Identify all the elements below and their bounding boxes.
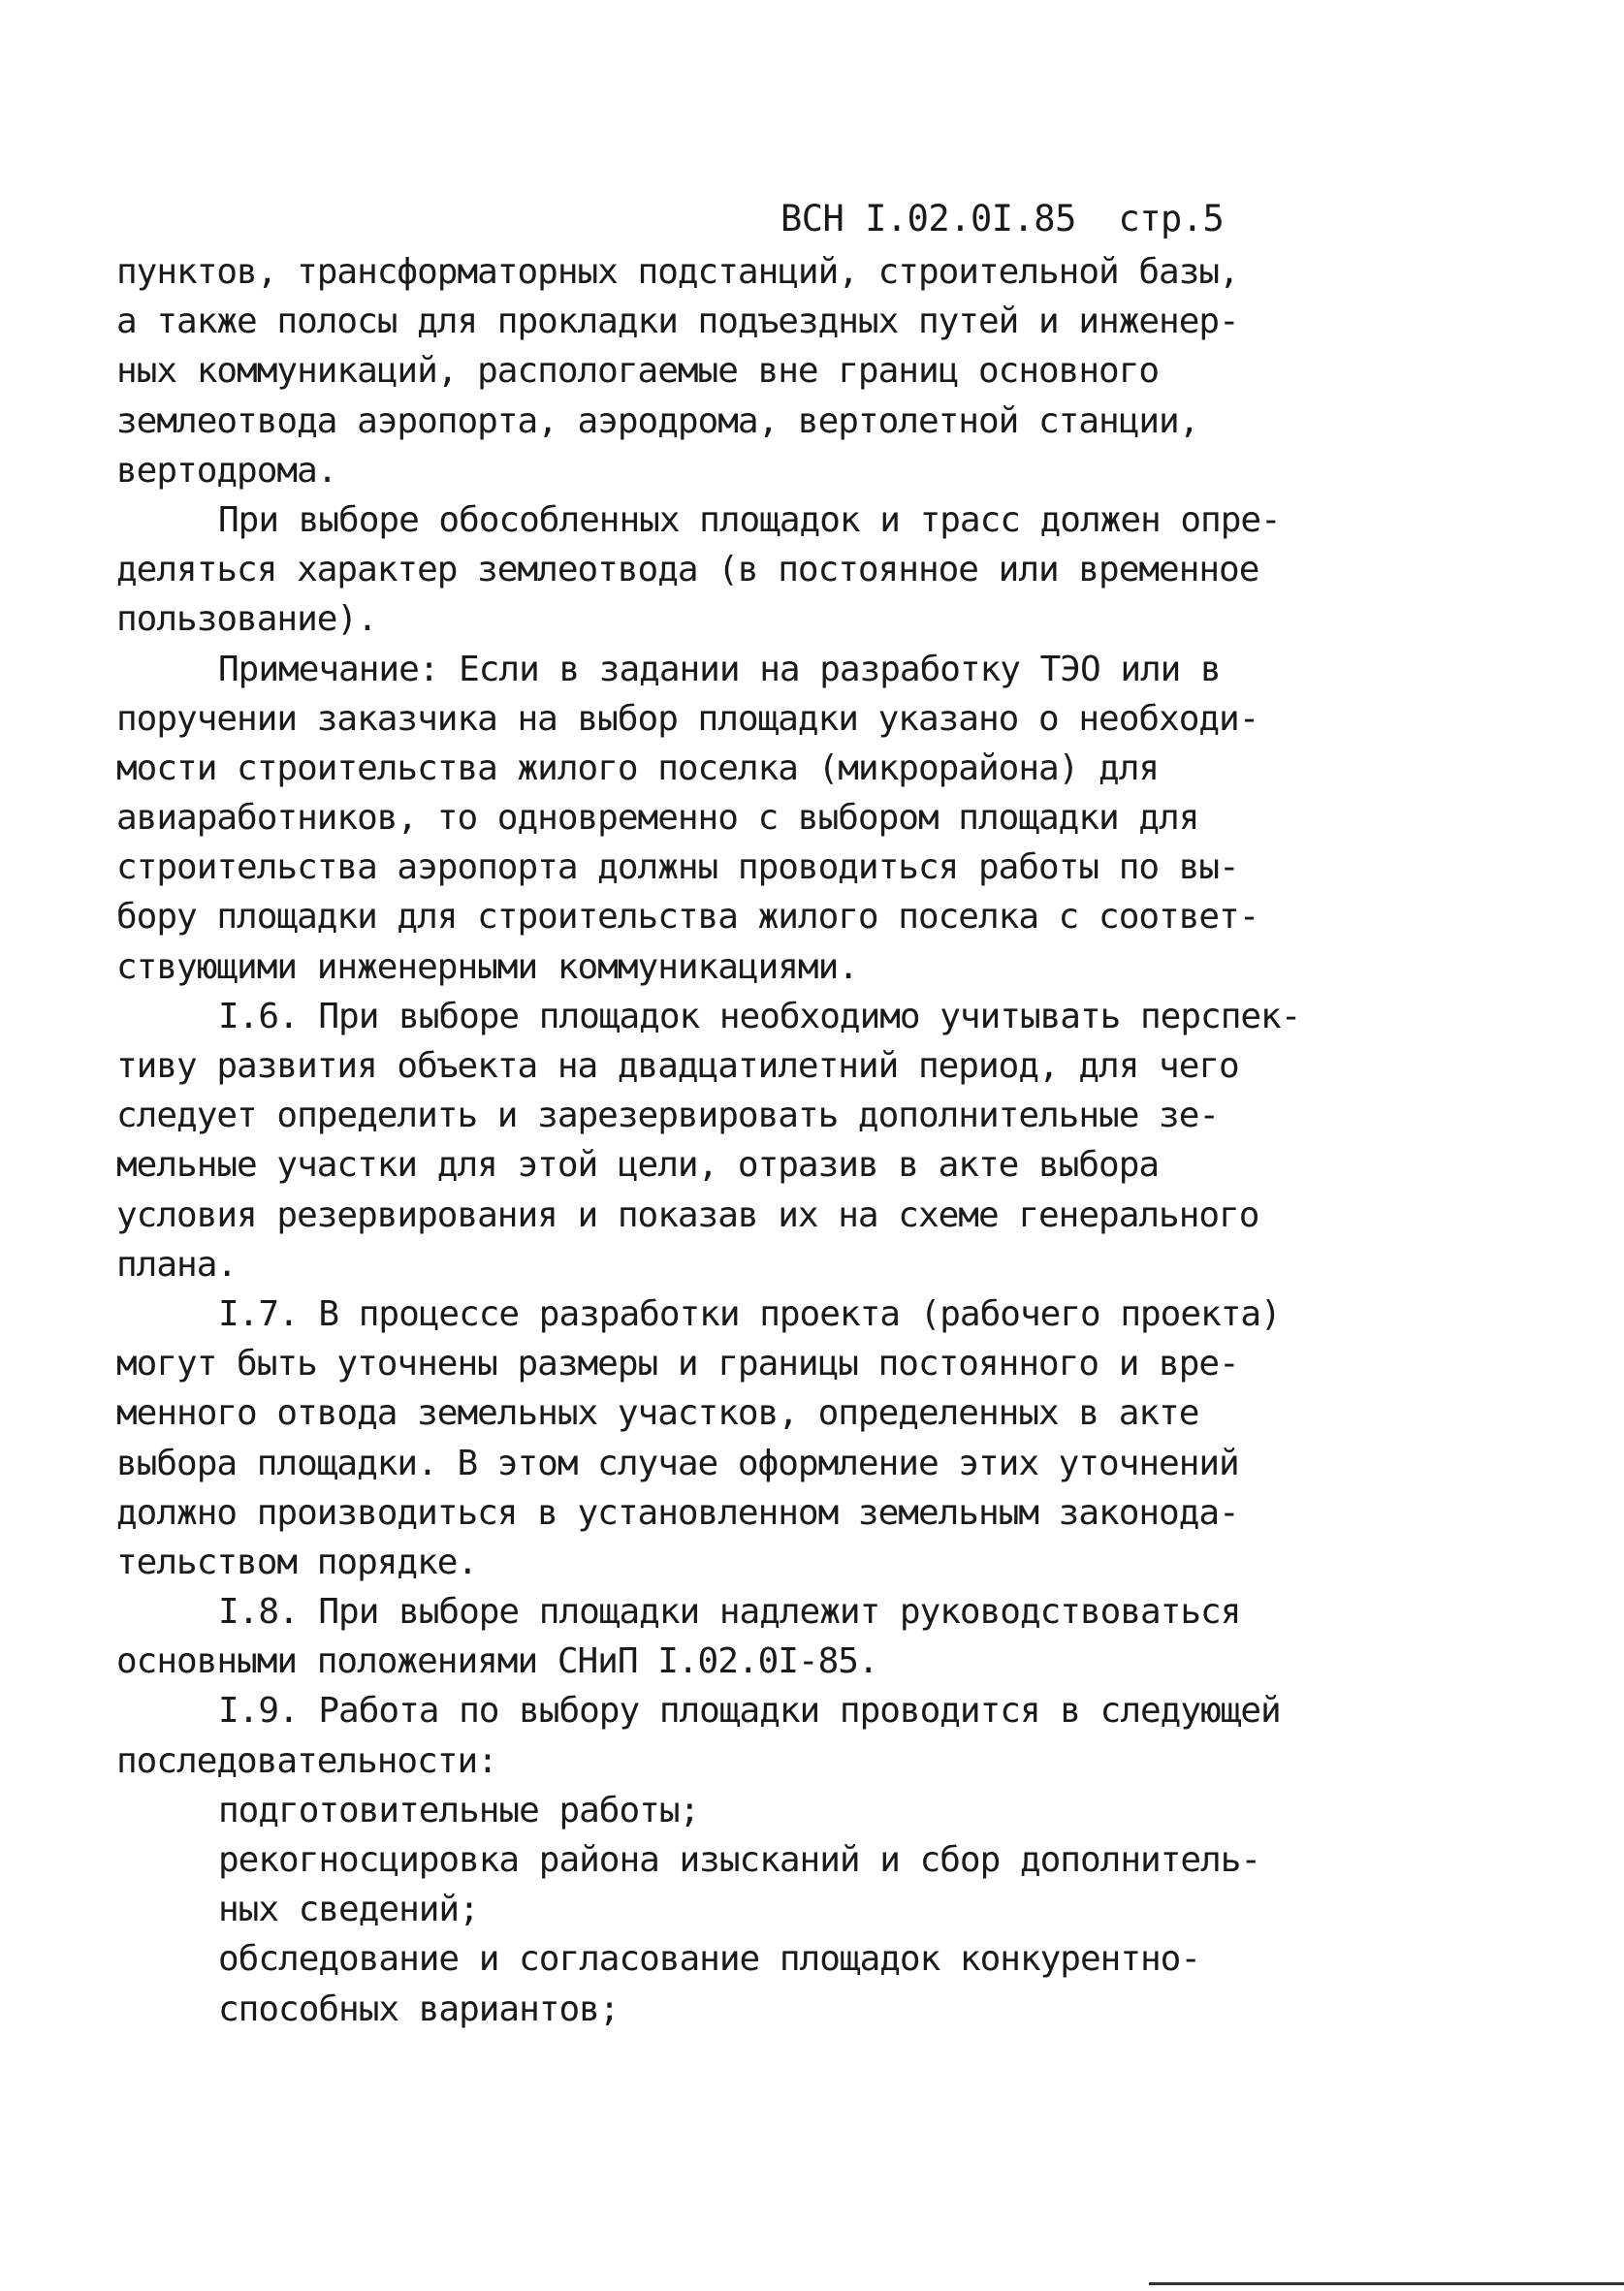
text-line: подготовительные работы; bbox=[218, 1790, 700, 1830]
text-line: плана. bbox=[116, 1244, 238, 1285]
text-line: I.9. Работа по выбору площадки проводится в следующей bbox=[218, 1691, 1281, 1732]
text-line: пунктов, трансформаторных подстанций, строительной базы, bbox=[116, 252, 1239, 292]
body-text bbox=[116, 247, 1319, 2034]
text-line: могут быть уточнены размеры и границы постоянного и вре- bbox=[116, 1344, 1239, 1384]
text-line: менного отвода земельных участков, определенных в акте bbox=[116, 1393, 1199, 1434]
text-line: следует определить и зарезервировать дополнительные зе- bbox=[116, 1096, 1220, 1136]
text-line: деляться характер землеотвода (в постоянное или временное bbox=[116, 550, 1259, 590]
text-line: I.8. При выборе площадки надлежит руководствоваться bbox=[218, 1592, 1241, 1633]
text-line: условия резервирования и показав их на схеме генерального bbox=[116, 1194, 1259, 1235]
text-line: землеотвода аэропорта, аэродрома, вертолетной станции, bbox=[116, 400, 1199, 441]
text-line: При выборе обособленных площадок и трасс должен опре- bbox=[218, 499, 1281, 540]
text-line: тельством порядке. bbox=[116, 1542, 478, 1582]
text-line: вертодрома. bbox=[116, 450, 337, 491]
bottom-rule bbox=[1149, 2282, 1624, 2285]
page-header bbox=[780, 194, 1224, 244]
text-line: Примечание: Если в задании на разработку ТЭО или в bbox=[218, 649, 1221, 689]
text-line: основными положениями СНиП I.02.0I-85. bbox=[116, 1641, 878, 1682]
document-code: ВСН I.02.0I.85 bbox=[780, 198, 1076, 239]
text-line: должно производиться в установленном земельным законода- bbox=[116, 1492, 1239, 1533]
text-line: бору площадки для строительства жилого поселка с соответ- bbox=[116, 897, 1259, 938]
text-line: ных сведений; bbox=[218, 1890, 479, 1930]
text-line: I.7. В процессе разработки проекта (рабочего проекта) bbox=[218, 1293, 1281, 1334]
text-line: поручении заказчика на выбор площадки указано о необходи- bbox=[116, 698, 1259, 739]
text-line: ствующими инженерными коммуникациями. bbox=[116, 946, 858, 987]
page-number: стр.5 bbox=[1118, 198, 1225, 239]
text-line: рекогносцировка района изысканий и сбор дополнитель- bbox=[218, 1840, 1261, 1880]
text-line: а также полосы для прокладки подъездных путей и инженер- bbox=[116, 302, 1239, 342]
text-line: мельные участки для этой цели, отразив в акте выбора bbox=[116, 1145, 1160, 1186]
text-line: выбора площадки. В этом случае оформление этих уточнений bbox=[116, 1443, 1239, 1483]
text-line: последовательности: bbox=[116, 1740, 497, 1781]
text-line: ных коммуникаций, распологаемые вне границ основного bbox=[116, 351, 1160, 392]
text-line: обследование и согласование площадок конкурентно- bbox=[218, 1939, 1201, 1980]
text-line: способных вариантов; bbox=[218, 1989, 620, 2029]
text-line: авиаработников, то одновременно с выбором площадки для bbox=[116, 798, 1199, 839]
text-line: пользование). bbox=[116, 599, 377, 640]
text-line: строительства аэропорта должны проводиться работы по вы- bbox=[116, 847, 1239, 888]
text-line: тиву развития объекта на двадцатилетний период, для чего bbox=[116, 1046, 1239, 1086]
text-line: I.6. При выборе площадок необходимо учитывать перспек- bbox=[218, 996, 1301, 1036]
text-line: мости строительства жилого поселка (микрорайона) для bbox=[116, 748, 1160, 788]
